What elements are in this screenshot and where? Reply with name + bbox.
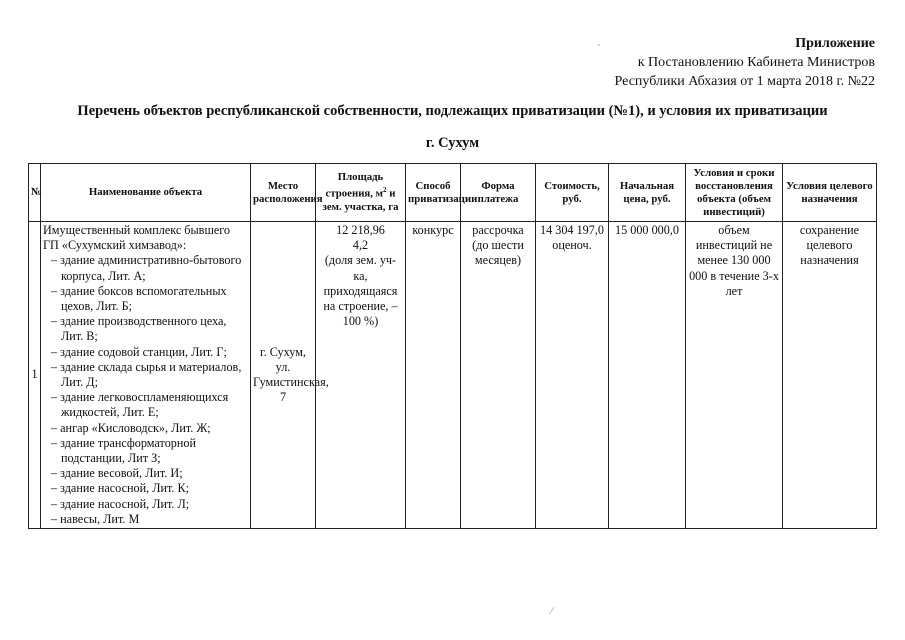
list-item: – здание насосной, Лит. Л; [43, 497, 248, 512]
header-num: № [29, 164, 41, 222]
row-num: 1 [29, 222, 41, 529]
row-cost: 14 304 197,0 оценоч. [536, 222, 609, 529]
list-item: – здание трансформаторной подстанции, Лит З; [43, 436, 248, 466]
document-title: Перечень объектов республиканской собственности, подлежащих приватизации (№1), и условия их приватизации [77, 103, 828, 119]
row-name-intro: Имущественный комплекс бывшего ГП «Сухумский химзавод»: [43, 223, 231, 253]
appendix-block [615, 34, 875, 91]
row-restore: объем инвестиций не менее 130 000 000 в течение 3-х лет [686, 222, 783, 529]
table-row [29, 222, 877, 529]
list-item: – здание боксов вспомогательных цехов, Лит. Б; [43, 284, 248, 314]
pen-mark-bottom: ⁄ [551, 606, 553, 617]
row-area [316, 222, 406, 529]
appendix-line-2: Республики Абхазия от 1 марта 2018 г. №22 [614, 74, 875, 89]
header-payment: Форма платежа [461, 164, 536, 222]
header-restore: Условия и сроки восстановления объекта (объем инвестиций) [686, 164, 783, 222]
list-item: – здание легковоспламеняющихся жидкостей, Лит. Е; [43, 390, 248, 420]
list-item: – здание содовой станции, Лит. Г; [43, 345, 248, 360]
pen-mark: ˊ [597, 44, 601, 55]
row-area-building: 12 218,96 [336, 223, 385, 237]
header-purpose: Условия целевого назначения [783, 164, 877, 222]
header-location: Место расположения [251, 164, 316, 222]
header-area-main: Площадь строения, м [325, 171, 384, 200]
header-name: Наименование объекта [41, 164, 251, 222]
row-payment: рассрочка (до шести месяцев) [461, 222, 536, 529]
row-location: г. Сухум, ул. Гумистинская, 7 [251, 222, 316, 529]
privatization-table [28, 163, 877, 529]
appendix-title: Приложение [795, 36, 875, 51]
list-item: – здание насосной, Лит. К; [43, 481, 248, 496]
header-method: Способ приватизации [406, 164, 461, 222]
header-price: Начальная цена, руб. [609, 164, 686, 222]
row-name [41, 222, 251, 529]
header-cost: Стоимость, руб. [536, 164, 609, 222]
row-price: 15 000 000,0 [609, 222, 686, 529]
row-area-note: (доля зем. уч-ка, приходящаяся на строение, – 100 %) [323, 253, 398, 329]
list-item: – здание административно-бытового корпуса, Лит. А; [43, 253, 248, 283]
list-item: – навесы, Лит. М [43, 512, 248, 527]
list-item: – здание склада сырья и материалов, Лит. Д; [43, 360, 248, 390]
list-item: – здание весовой, Лит. И; [43, 466, 248, 481]
header-area [316, 164, 406, 222]
row-area-land: 4,2 [352, 238, 369, 253]
table-header-row [29, 164, 877, 222]
row-purpose: сохранение целевого назначения [783, 222, 877, 529]
appendix-line-1: к Постановлению Кабинета Министров [637, 55, 875, 70]
city-heading: г. Сухум [425, 135, 480, 151]
list-item: – ангар «Кисловодск», Лит. Ж; [43, 421, 248, 436]
row-method: конкурс [406, 222, 461, 529]
building-list [43, 253, 248, 527]
header-area-tail: и зем. участка, га [322, 187, 399, 213]
list-item: – здание производственного цеха, Лит. В; [43, 314, 248, 344]
header-area-sup: 2 [383, 186, 387, 195]
